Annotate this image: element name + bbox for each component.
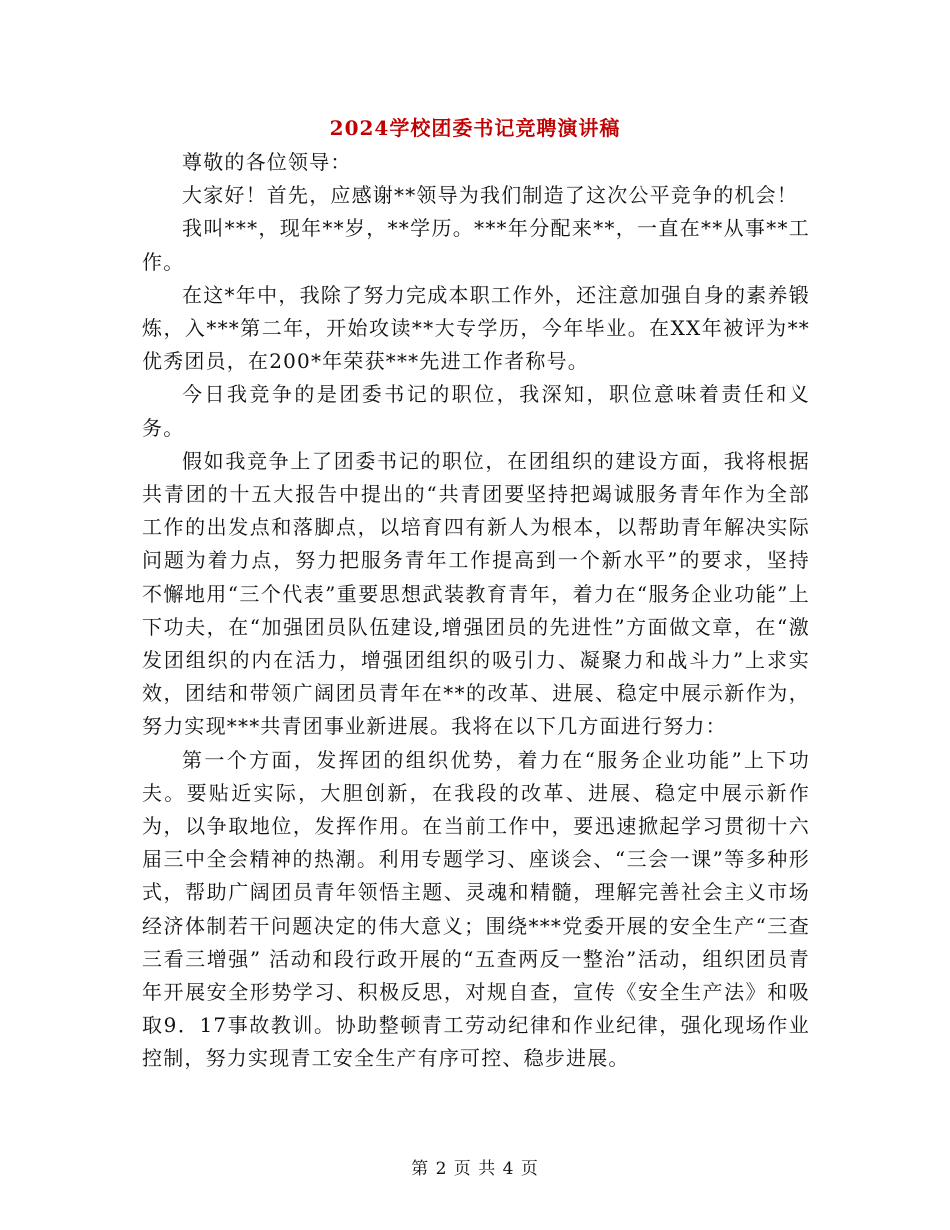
document-body bbox=[142, 146, 810, 1076]
paragraph-first-aspect: 第一个方面，发挥团的组织优势，着力在“服务企业功能”上下功夫。要贴近实际，大胆创新，在我段的改革、进展、稳定中展示新作为，以争取地位，发挥作用。在当前工作中，要迅速掀起学习贯彻十六届三中全会精神的热潮。利用专题学习、座谈会、“三会一课”等多种形式，帮助广阔团员青年领悟主题、灵魂和精髓，理解完善社会主义市场经济体制若干问题决定的伟大意义；围绕***党委开展的安全生产“三查三看三增强” 活动和段行政开展的“五查两反一整治”活动，组织团员青年开展安全形势学习、积极反思，对规自查，宣传《安全生产法》和吸取9．17事故教训。协助整顿青工劳动纪律和作业纪律，强化现场作业控制，努力实现青工安全生产有序可控、稳步进展。 bbox=[142, 747, 810, 1071]
document-title: 2024学校团委书记竞聘演讲稿 bbox=[329, 116, 621, 140]
paragraph-experience: 在这*年中，我除了努力完成本职工作外，还注意加强自身的素养锻炼，入***第二年，开始攻读**大专学历，今年毕业。在XX年被评为**优秀团员，在200*年荣获***先进工作者称号。 bbox=[142, 282, 810, 374]
page-footer: 第 2 页 共 4 页 bbox=[411, 1159, 539, 1179]
paragraph-plan: 假如我竞争上了团委书记的职位，在团组织的建设方面，我将根据共青团的十五大报告中提出的“共青团要坚持把竭诚服务青年作为全部工作的出发点和落脚点，以培育四有新人为根本，以帮助青年解决实际问题为着力点，努力把服务青年工作提高到一个新水平”的要求，坚持不懈地用“三个代表”重要思想武装教育青年，着力在“服务企业功能”上下功夫，在“加强团员队伍建设,增强团员的先进性”方面做文章，在“激发团组织的内在活力，增强团组织的吸引力、凝聚力和战斗力”上求实效，团结和带领广阔团员青年在**的改革、进展、稳定中展示新作为，努力实现***共青团事业新进展。我将在以下几方面进行努力： bbox=[142, 448, 810, 739]
paragraph-greeting: 大家好！首先，应感谢**领导为我们制造了这次公平竞争的机会！ bbox=[182, 183, 798, 208]
paragraph-salutation: 尊敬的各位领导： bbox=[182, 150, 352, 174]
paragraph-self-intro: 我叫***，现年**岁，**学历。***年分配来**，一直在**从事**工作。 bbox=[142, 216, 810, 274]
paragraph-position: 今日我竞争的是团委书记的职位，我深知，职位意味着责任和义务。 bbox=[142, 382, 810, 440]
